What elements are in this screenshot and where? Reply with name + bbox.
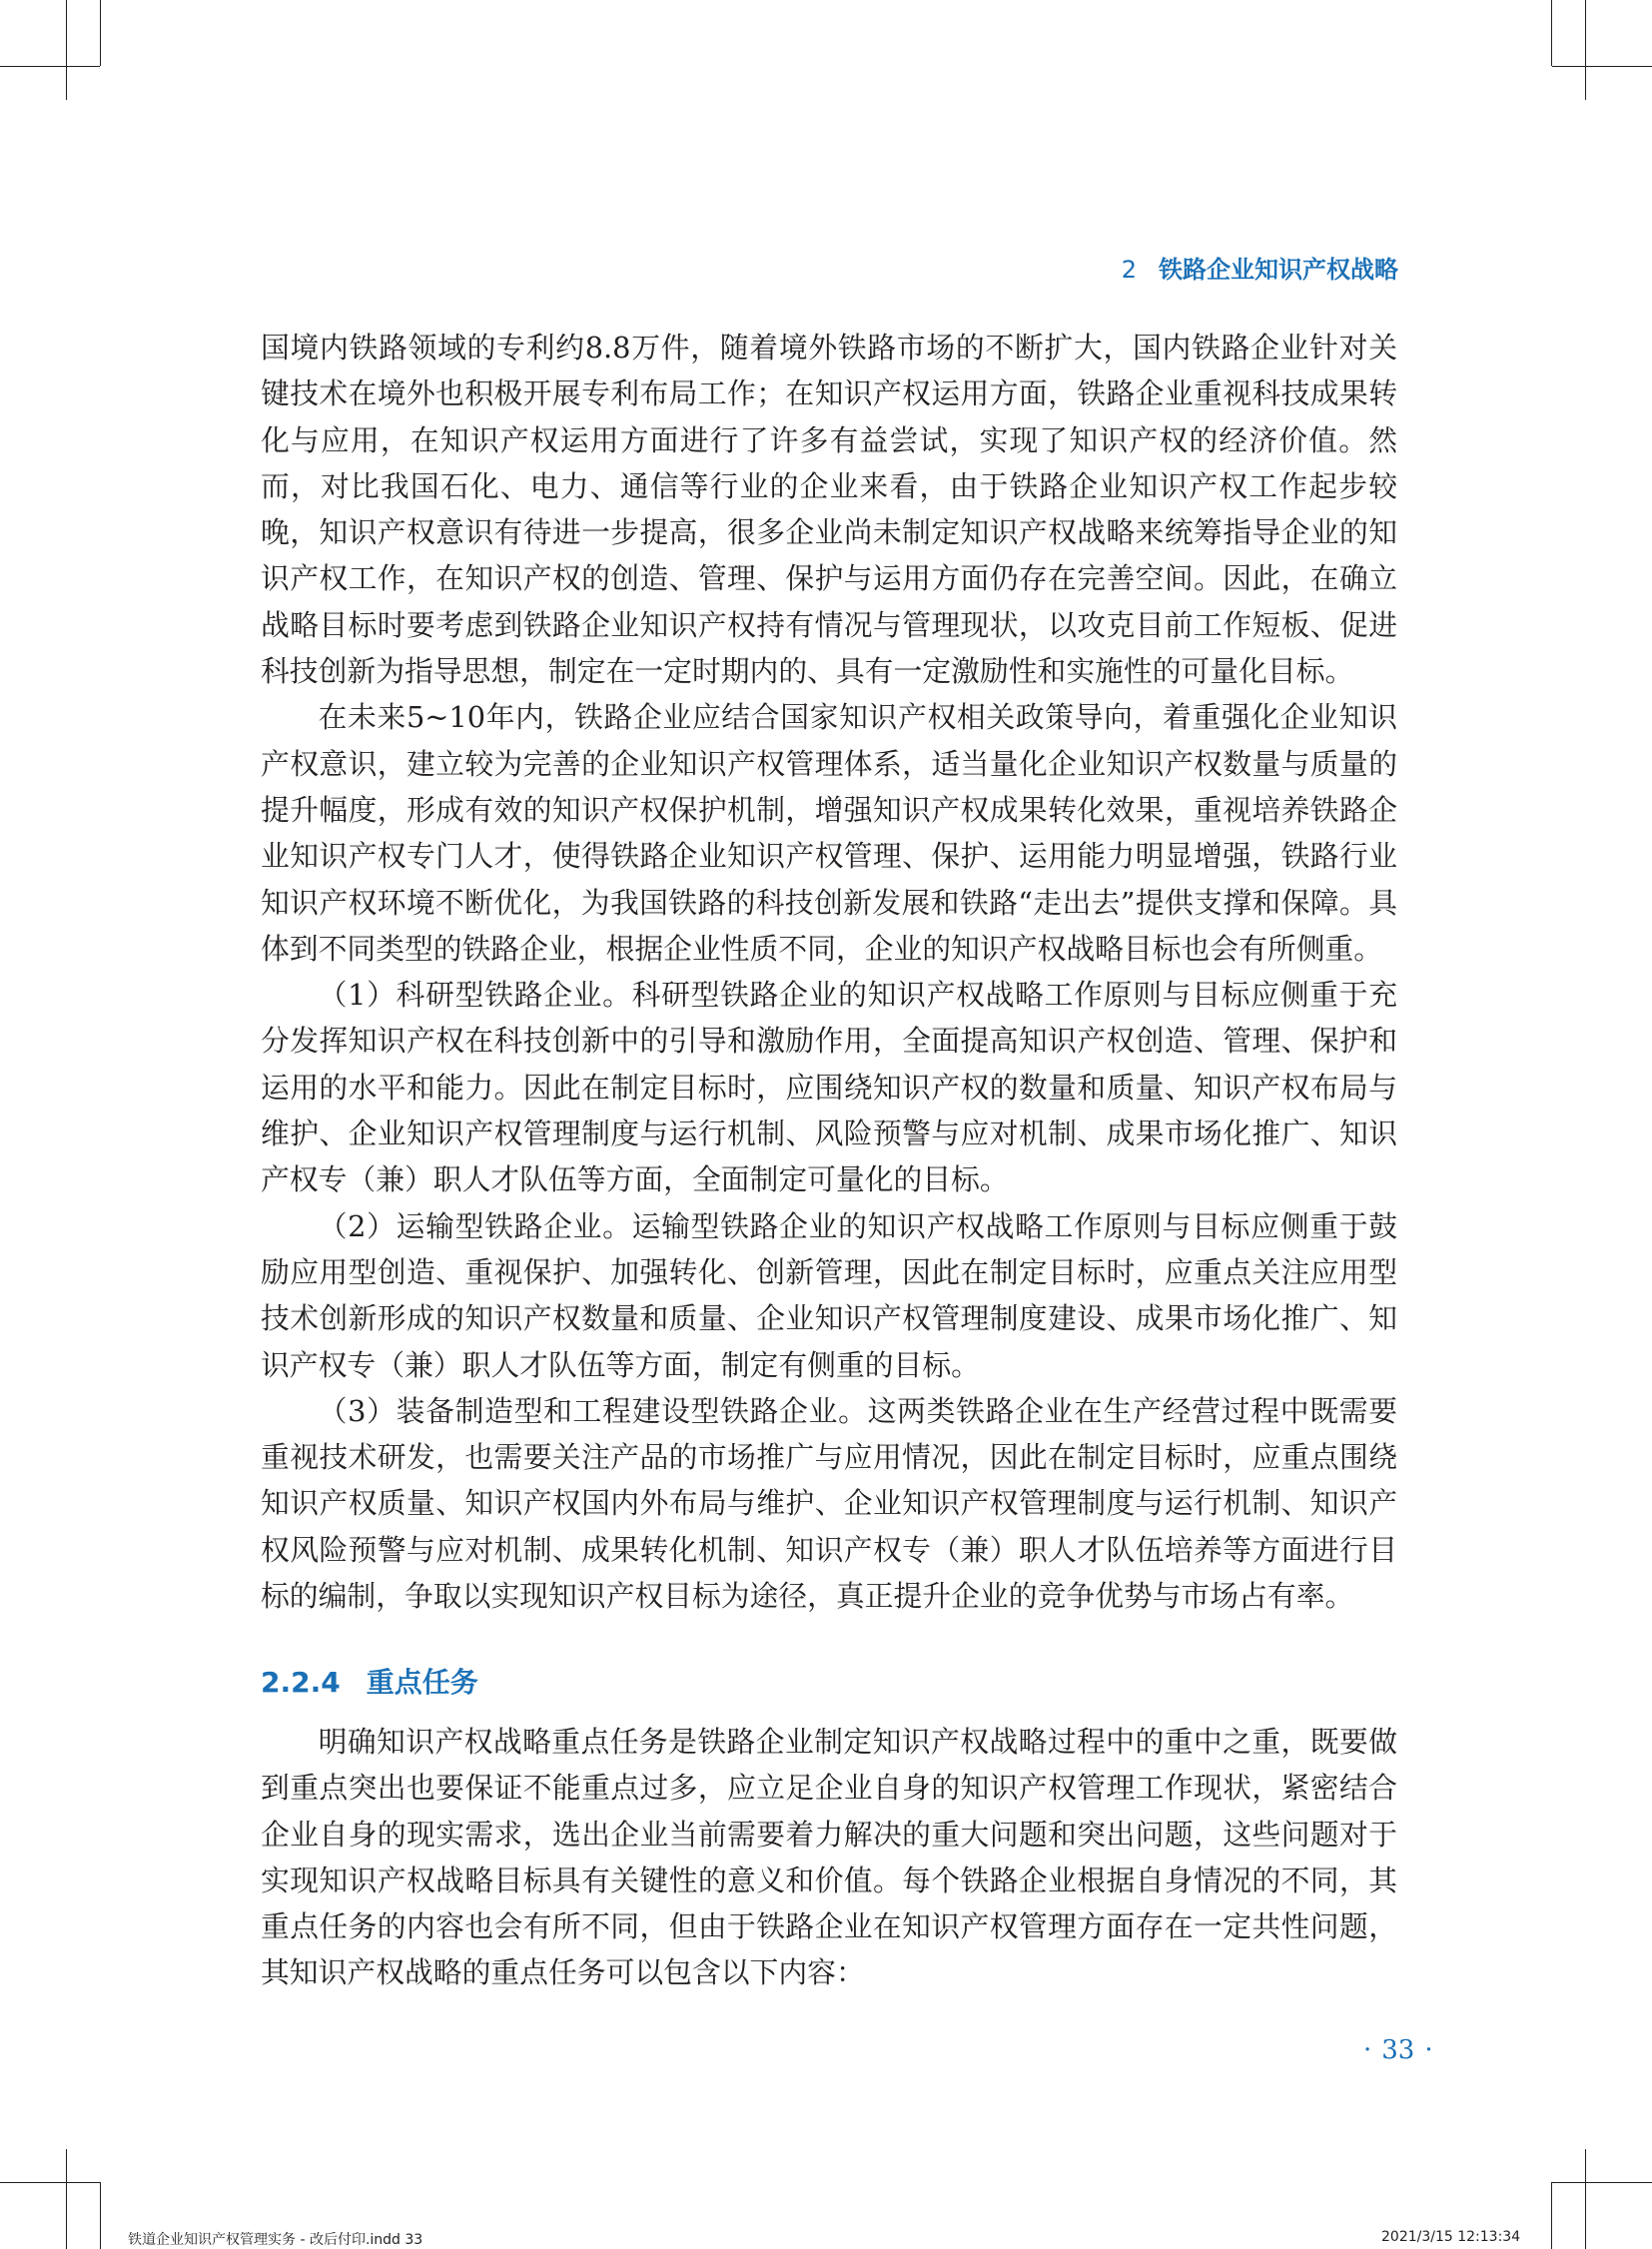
chapter-title: 铁路企业知识产权战略 xyxy=(1159,256,1398,284)
folio-number: 33 xyxy=(1381,2035,1415,2065)
crop-mark xyxy=(1551,2182,1552,2249)
crop-mark xyxy=(100,2182,101,2249)
paragraph-manufacturing-enterprise: （3）装备制造型和工程建设型铁路企业。这两类铁路企业在生产经营过程中既需要重视技术研发，也需要关注产品的市场推广与应用情况，因此在制定目标时，应重点围绕知识产权质量、知识产权国内外布局与维护、企业知识产权管理制度与运行机制、知识产权风险预警与应对机制、成果转化机制、知识产权专（兼）职人才队伍培养等方面进行目标的编制，争取以实现知识产权目标为途径，真正提升企业的竞争优势与市场占有率。 xyxy=(261,1393,1397,1614)
running-head xyxy=(1049,250,1398,285)
crop-mark xyxy=(1585,2149,1586,2249)
folio-dot-left: · xyxy=(1363,2035,1372,2065)
section-heading xyxy=(261,1661,478,1701)
chapter-number: 2 xyxy=(1121,256,1137,284)
page-number xyxy=(1353,2035,1443,2065)
crop-mark xyxy=(1552,66,1652,67)
section-body-text xyxy=(261,1719,1397,1996)
slug-timestamp: 2021/3/15 12:13:34 xyxy=(1381,2229,1521,2245)
section-number: 2.2.4 xyxy=(261,1666,341,1699)
crop-mark xyxy=(1585,0,1586,100)
crop-mark xyxy=(0,2182,100,2183)
crop-mark xyxy=(66,0,67,100)
paragraph-future-goals: 在未来5~10年内，铁路企业应结合国家知识产权相关政策导向，着重强化企业知识产权意识，建立较为完善的企业知识产权管理体系，适当量化企业知识产权数量与质量的提升幅度，形成有效的知识产权保护机制，增强知识产权成果转化效果，重视培养铁路企业知识产权专门人才，使得铁路企业知识产权管理、保护、运用能力明显增强，铁路行业知识产权环境不断优化，为我国铁路的科技创新发展和铁路“走出去”提供支撑和保障。具体到不同类型的铁路企业，根据企业性质不同，企业的知识产权战略目标也会有所侧重。 xyxy=(261,700,1397,966)
crop-mark xyxy=(0,66,100,67)
crop-mark xyxy=(1551,0,1552,66)
body-text xyxy=(261,325,1397,1619)
paragraph-research-enterprise: （1）科研型铁路企业。科研型铁路企业的知识产权战略工作原则与目标应侧重于充分发挥知识产权在科技创新中的引导和激励作用，全面提高知识产权创造、管理、保护和运用的水平和能力。因此在制定目标时，应围绕知识产权的数量和质量、知识产权布局与维护、企业知识产权管理制度与运行机制、风险预警与应对机制、成果市场化推广、知识产权专（兼）职人才队伍等方面，全面制定可量化的目标。 xyxy=(261,978,1397,1197)
section-title: 重点任务 xyxy=(366,1666,478,1699)
crop-mark xyxy=(66,2149,67,2249)
crop-mark xyxy=(1552,2182,1652,2183)
paragraph-key-tasks: 明确知识产权战略重点任务是铁路企业制定知识产权战略过程中的重中之重，既要做到重点突出也要保证不能重点过多，应立足企业自身的知识产权管理工作现状，紧密结合企业自身的现实需求，选出企业当前需要着力解决的重大问题和突出问题，这些问题对于实现知识产权战略目标具有关键性的意义和价值。每个铁路企业根据自身情况的不同，其重点任务的内容也会有所不同，但由于铁路企业在知识产权管理方面存在一定共性问题，其知识产权战略的重点任务可以包含以下内容： xyxy=(261,1725,1397,1990)
paragraph-transport-enterprise: （2）运输型铁路企业。运输型铁路企业的知识产权战略工作原则与目标应侧重于鼓励应用型创造、重视保护、加强转化、创新管理，因此在制定目标时，应重点关注应用型技术创新形成的知识产权数量和质量、企业知识产权管理制度建设、成果市场化推广、知识产权专（兼）职人才队伍等方面，制定有侧重的目标。 xyxy=(261,1208,1397,1382)
folio-dot-right: · xyxy=(1424,2035,1433,2065)
slug-file-info: 铁道企业知识产权管理实务 - 改后付印.indd 33 xyxy=(128,2232,423,2248)
paragraph-continuation: 国境内铁路领域的专利约8.8万件，随着境外铁路市场的不断扩大，国内铁路企业针对关键技术在境外也积极开展专利布局工作；在知识产权运用方面，铁路企业重视科技成果转化与应用，在知识产权运用方面进行了许多有益尝试，实现了知识产权的经济价值。然而，对比我国石化、电力、通信等行业的企业来看，由于铁路企业知识产权工作起步较晚，知识产权意识有待进一步提高，很多企业尚未制定知识产权战略来统筹指导企业的知识产权工作，在知识产权的创造、管理、保护与运用方面仍存在完善空间。因此，在确立战略目标时要考虑到铁路企业知识产权持有情况与管理现状，以攻克目前工作短板、促进科技创新为指导思想，制定在一定时期内的、具有一定激励性和实施性的可量化目标。 xyxy=(261,331,1397,689)
crop-mark xyxy=(100,0,101,66)
